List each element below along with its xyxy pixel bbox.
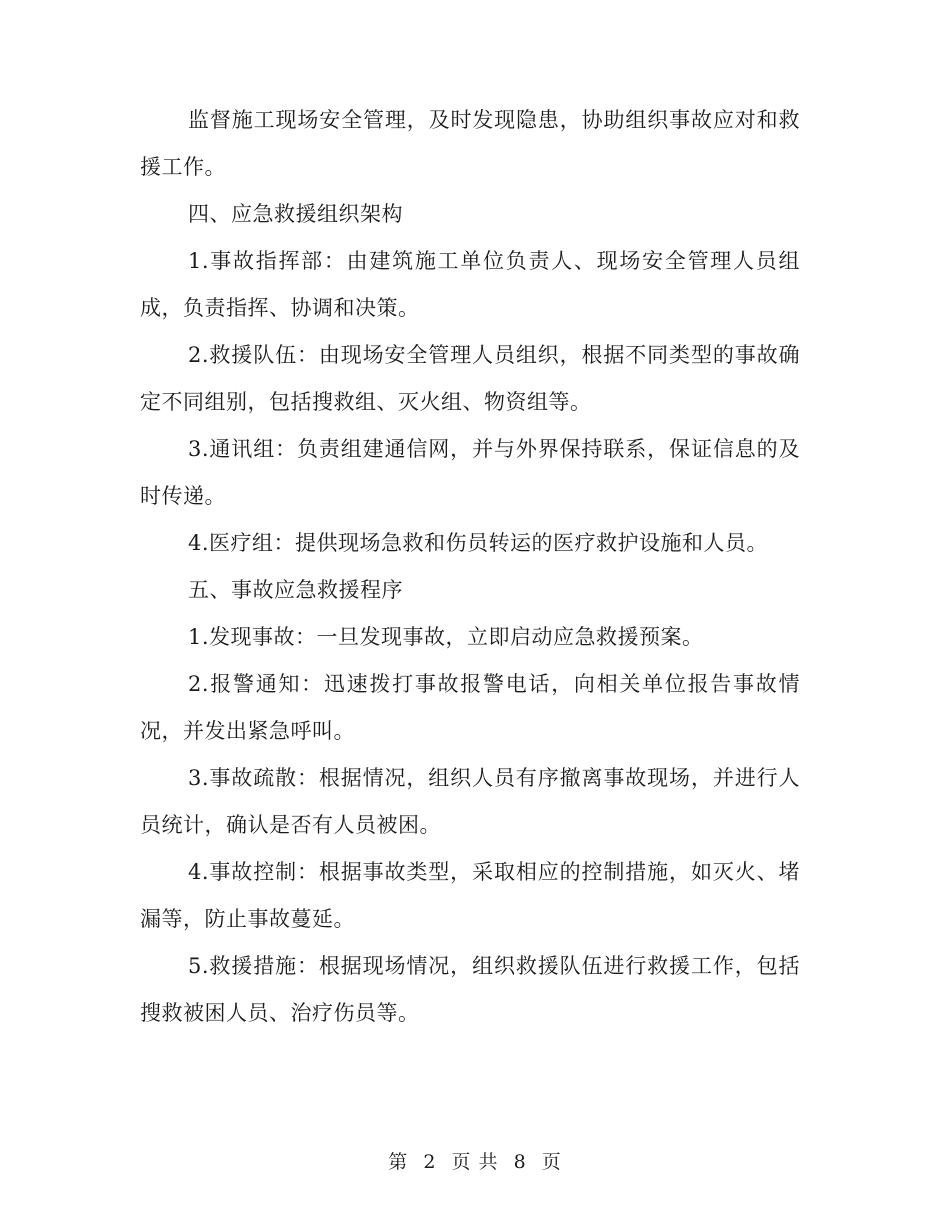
paragraph-continuation: 监督施工现场安全管理，及时发现隐患，协助组织事故应对和救援工作。 bbox=[140, 108, 800, 179]
footer-current-page: 2 bbox=[423, 1151, 437, 1173]
footer-prefix: 第 bbox=[388, 1151, 409, 1173]
paragraph-rescue-measures: 5.救援措施：根据现场情况，组织救援队伍进行救援工作，包括搜救被困人员、治疗伤员等。 bbox=[140, 954, 800, 1025]
footer-middle: 页 共 bbox=[451, 1151, 499, 1173]
footer-suffix: 页 bbox=[541, 1151, 562, 1173]
paragraph-accident-control: 4.事故控制：根据事故类型，采取相应的控制措施，如灭火、堵漏等，防止事故蔓延。 bbox=[140, 860, 800, 931]
section-heading-5: 五、事故应急救援程序 bbox=[188, 578, 403, 602]
paragraph-alarm-notification: 2.报警通知：迅速拨打事故报警电话，向相关单位报告事故情况，并发出紧急呼叫。 bbox=[140, 672, 800, 743]
page-footer bbox=[0, 1147, 950, 1174]
paragraph-evacuation: 3.事故疏散：根据情况，组织人员有序撤离事故现场，并进行人员统计，确认是否有人员被困。 bbox=[140, 766, 800, 837]
document-body bbox=[140, 97, 800, 1037]
section-heading-4: 四、应急救援组织架构 bbox=[188, 202, 403, 226]
paragraph-command-center: 1.事故指挥部：由建筑施工单位负责人、现场安全管理人员组成，负责指挥、协调和决策。 bbox=[140, 249, 800, 320]
footer-total-pages: 8 bbox=[513, 1151, 527, 1173]
paragraph-rescue-team: 2.救援队伍：由现场安全管理人员组织，根据不同类型的事故确定不同组别，包括搜救组、灭火组、物资组等。 bbox=[140, 343, 800, 414]
paragraph-medical-group: 4.医疗组：提供现场急救和伤员转运的医疗救护设施和人员。 bbox=[188, 531, 769, 555]
paragraph-communication-group: 3.通讯组：负责组建通信网，并与外界保持联系，保证信息的及时传递。 bbox=[140, 437, 800, 508]
paragraph-discover-accident: 1.发现事故：一旦发现事故，立即启动应急救援预案。 bbox=[188, 625, 704, 649]
